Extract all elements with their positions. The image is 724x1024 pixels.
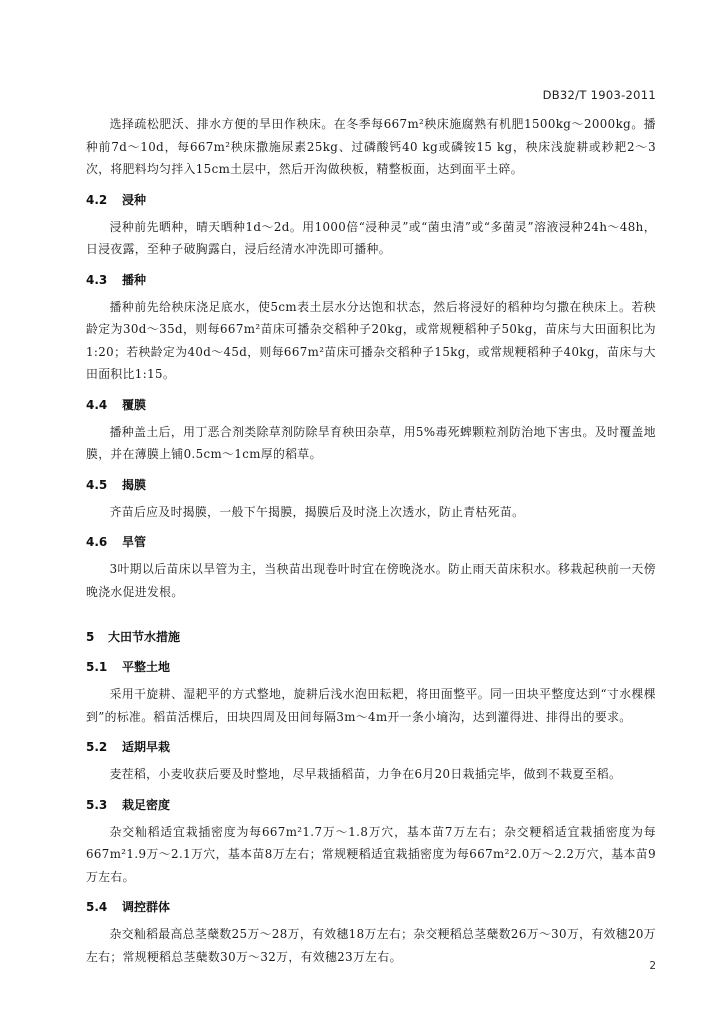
section-paragraph-5-4: 杂交籼稻最高总茎蘖数25万～28万，有效穗18万左右；杂交粳稻总茎蘖数26万～30万，有效穗20万左右；常规粳稻总茎蘖数30万～32万，有效穗23万左右。 <box>86 927 656 964</box>
page-number: 2 <box>649 960 656 972</box>
section-title: 旱管 <box>122 535 147 549</box>
section-paragraph-4-6: 3叶期以后苗床以旱管为主，当秧苗出现卷叶时宜在傍晚浇水。防止雨天苗床积水。移栽起秧前一天傍晚浇水促进发根。 <box>86 562 656 599</box>
section-number: 4.3 <box>86 272 108 287</box>
chapter-number: 5 <box>86 630 95 644</box>
section-number: 4.5 <box>86 477 108 492</box>
section-title: 调控群体 <box>122 900 171 914</box>
section-paragraph-4-4: 播种盖土后，用丁恶合剂类除草剂防除旱育秧田杂草，用5%毒死蜱颗粒剂防治地下害虫。及时覆盖地膜，并在薄膜上铺0.5cm～1cm厚的稻草。 <box>86 424 656 461</box>
document-code: DB32/T 1903-2011 <box>542 88 656 102</box>
section-number: 4.2 <box>86 192 108 207</box>
section-heading-5-3 <box>86 797 656 813</box>
section-number: 5.1 <box>86 660 108 674</box>
section-heading-4-5 <box>86 477 656 493</box>
section-paragraph-5-3: 杂交籼稻适宜栽插密度为每667m²1.7万～1.8万穴，基本苗7万左右；杂交粳稻适宜栽插密度为每667m²1.9万～2.1万穴，基本苗8万左右；常规粳稻适宜栽插密度为每667m²2.0万～2.2万穴，基本苗9万左右。 <box>86 824 656 884</box>
intro-paragraph: 选择疏松肥沃、排水方便的旱田作秧床。在冬季每667m²秧床施腐熟有机肥1500kg～2000kg。播种前7d～10d，每667m²秧床撒施尿素25kg、过磷酸钙40 kg或磷铵15 kg，秧床浅旋耕或耖耙2～3次，将肥料均匀拌入15cm土层中，然后开沟做秧板，精整板面，达到面平土碎。 <box>86 117 656 176</box>
section-heading-4-2 <box>86 192 656 208</box>
section-heading-4-4 <box>86 397 656 413</box>
section-heading-5-2 <box>86 739 656 755</box>
section-heading-5-4 <box>86 899 656 915</box>
section-title: 揭膜 <box>122 477 147 492</box>
section-title: 适期早栽 <box>122 740 171 754</box>
page-content <box>86 113 656 968</box>
section-heading-4-3 <box>86 272 656 288</box>
chapter-title: 大田节水措施 <box>108 630 181 644</box>
section-paragraph-5-1: 采用干旋耕、湿耙平的方式整地，旋耕后浅水泡田耘耙，将田面整平。同一田块平整度达到“寸水棵棵到”的标准。稻苗活棵后，田块四周及田间每隔3m～4m开一条小墒沟，达到灌得进、排得出的要求。 <box>86 687 656 724</box>
section-title: 播种 <box>122 272 147 287</box>
section-number: 4.4 <box>86 397 108 412</box>
section-heading-5-1 <box>86 659 656 675</box>
section-number: 5.3 <box>86 797 108 812</box>
section-heading-4-6 <box>86 534 656 550</box>
section-paragraph-5-2: 麦茬稻，小麦收获后要及时整地，尽早栽插稻苗，力争在6月20日栽插完毕，做到不栽夏至稻。 <box>109 767 622 781</box>
section-title: 栽足密度 <box>122 797 171 812</box>
section-title: 平整土地 <box>122 660 171 674</box>
section-number: 4.6 <box>86 535 108 549</box>
section-title: 覆膜 <box>122 397 147 412</box>
section-paragraph-4-5: 齐苗后应及时揭膜，一般下午揭膜，揭膜后及时浇上次透水，防止青枯死苗。 <box>109 504 525 519</box>
chapter-heading-5 <box>86 629 656 645</box>
section-title: 浸种 <box>122 192 147 207</box>
section-number: 5.2 <box>86 740 108 754</box>
section-paragraph-4-3: 播种前先给秧床浇足底水，使5cm表土层水分达饱和状态，然后将浸好的稻种均匀撒在秧床上。若秧龄定为30d～35d，则每667m²苗床可播杂交稻种子20kg，或常规粳稻种子50kg，苗床与大田面积比为1:20；若秧龄定为40d～45d，则每667m²苗床可播杂交稻种子15kg，或常规粳稻种子40kg，苗床与大田面积比1:15。 <box>86 299 656 381</box>
section-paragraph-4-2: 浸种前先晒种，晴天晒种1d～2d。用1000倍“浸种灵”或“菌虫清”或“多菌灵”溶液浸种24h～48h，日浸夜露，至种子破胸露白，浸后经清水冲洗即可播种。 <box>86 219 656 256</box>
section-number: 5.4 <box>86 900 108 914</box>
